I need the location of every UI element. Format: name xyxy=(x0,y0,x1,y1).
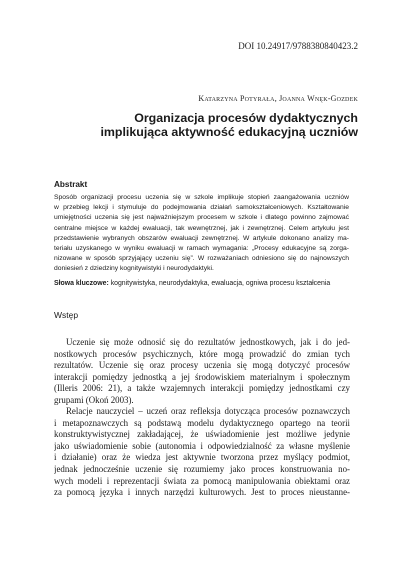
paragraph-line: konstruktywistycznej zakładającej, że uświadomienie jest możliwe jedynie xyxy=(54,429,350,440)
abstract-line: w przebieg lekcji i stymuluje do podejmowania działań samokształceniowych. Kształtowanie xyxy=(54,204,349,212)
doi-header: DOI 10.24917/9788380840423.2 xyxy=(238,41,358,51)
paragraph-line: grupami (Okoń 2003). xyxy=(54,394,134,405)
paragraph-line: interakcji pomiędzy jednostką a jej środowiskiem materialnym i społecznym xyxy=(54,371,350,382)
paragraph-line: rezultatów. Uczenie się oraz procesy uczenia się mogą dotyczyć procesów xyxy=(54,360,350,371)
keywords-label: Słowa kluczowe: xyxy=(54,280,109,287)
body-text xyxy=(54,337,350,499)
abstract-line: przedstawienie wybranych obszarów ewaluacji zewnętrznej. W artykule dokonano analizy ma- xyxy=(54,234,349,242)
abstract-line: nizowane w sposób sprzyjający uczeniu się”. W rozważaniach odniesiono się do najnowszych xyxy=(54,255,349,263)
abstract-line: umiejętności uczenia się jest najważniejszym procesem w szkole i dlatego powinno zajmować xyxy=(54,214,349,222)
title-line-2: implikująca aktywność edukacyjną uczniów xyxy=(100,125,358,139)
paragraph-line: i metapoznawczych są podstawą modelu dydaktycznego opartego na teorii xyxy=(54,417,350,428)
abstract-line: Sposób organizacji procesu uczenia się w szkole implikuje stopień zaangażowania uczniów xyxy=(54,194,349,201)
keywords-text: kognitywistyka, neurodydaktyka, ewaluacja, ogniwa procesu kształcenia xyxy=(110,280,331,287)
article-title xyxy=(100,111,358,139)
keywords xyxy=(54,280,330,287)
section-heading-intro: Wstęp xyxy=(54,310,79,320)
paragraph-line: Uczenie się może odnosić się do rezultatów jednostkowych, jak i do jed- xyxy=(66,337,350,347)
paragraph-line: jako uświadomienie sobie (autonomia i odpowiedzialność za własne myślenie xyxy=(54,440,350,451)
abstract-line: teriału uzyskanego w wyniku ewaluacji w ramach wymagania: „Procesy edukacyjne są zorga- xyxy=(54,245,349,253)
abstract-line: doniesień z dziedziny kognitywistyki i neurodydaktyki. xyxy=(54,265,214,273)
authors-line xyxy=(198,94,358,103)
paragraph-line: nostkowych procesów psychicznych, które mogą prowadzić do zmian tych xyxy=(54,348,350,359)
abstract-heading: Abstrakt xyxy=(54,180,88,189)
paragraph-line: jednak jednocześnie uczenie się rozumiemy jako proces konstruowania no- xyxy=(54,464,350,475)
paragraph-line: Relacje nauczyciel – uczeń oraz refleksja dotycząca procesów poznawczych xyxy=(66,406,350,417)
paragraph-line: (Illeris 2006: 21), a także wzajemnych interakcji pomiędzy jednostkami czy xyxy=(54,383,350,394)
authors-names: Katarzyna Potyrała, Joanna Wnęk-Gozdek xyxy=(198,94,358,103)
abstract-line: centralne miejsce w każdej ewaluacji, tak wewnętrznej, jak i zewnętrznej. Celem artykułu jest xyxy=(54,224,349,232)
abstract-body xyxy=(54,193,349,275)
title-line-1: Organizacja procesów dydaktycznych xyxy=(134,111,358,125)
paragraph-line: wych modeli i reprezentacji świata za pomocą manipulowania obiektami oraz xyxy=(54,475,350,486)
paragraph-line: i działanie) oraz że wiedza jest aktywnie tworzona przez myślący podmiot, xyxy=(54,452,350,463)
paragraph-line: za pomocą języka i innych narzędzi kulturowych. Jest to proces nieustanne- xyxy=(54,487,350,498)
